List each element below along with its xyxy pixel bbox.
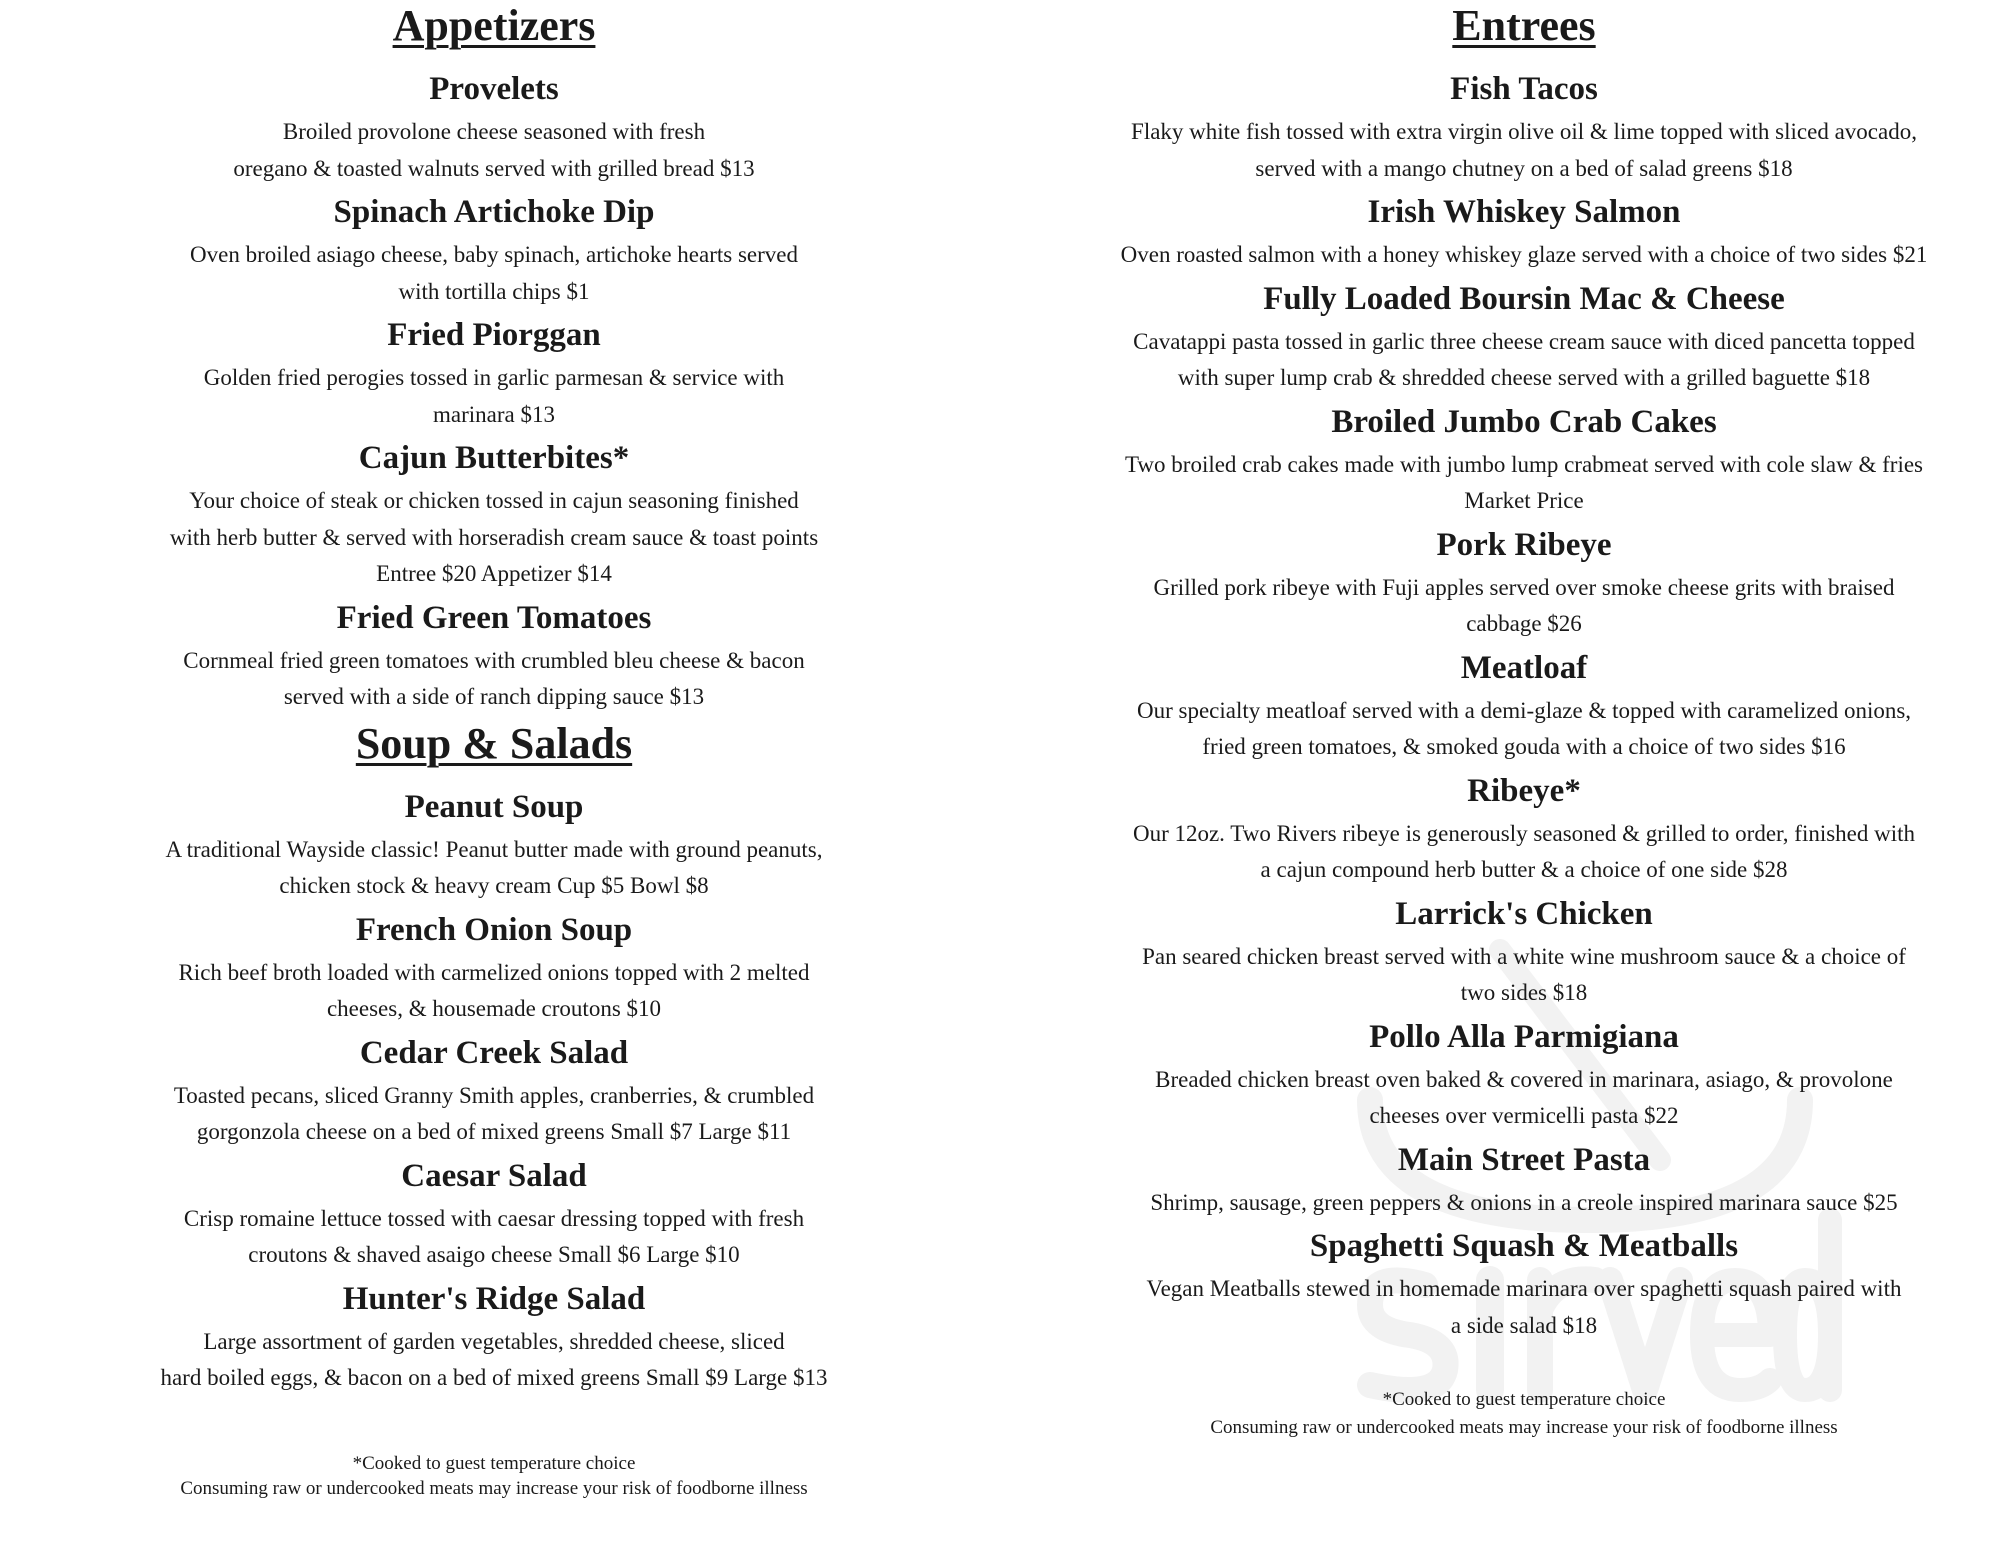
description-line: A traditional Wayside classic! Peanut butter made with ground peanuts, bbox=[165, 836, 823, 862]
description-line: croutons & shaved asaigo cheese Small $6 Large $10 bbox=[248, 1242, 740, 1267]
menu-item-title: Fully Loaded Boursin Mac & Cheese bbox=[1263, 280, 1785, 317]
menu-item-description bbox=[0, 360, 988, 433]
menu-item-title: Fish Tacos bbox=[1450, 71, 1598, 107]
menu-item-title: Peanut Soup bbox=[404, 788, 584, 825]
description-line: Oven roasted salmon with a honey whiskey glaze served with a choice of two sides $21 bbox=[1120, 242, 1928, 267]
footnote-line: *Cooked to guest temperature choice bbox=[1382, 1389, 1666, 1410]
description-line: Flaky white fish tossed with extra virgin olive oil & lime topped with sliced avocado, bbox=[1131, 119, 1917, 144]
menu-item-title: Pork Ribeye bbox=[1436, 526, 1612, 563]
menu-item bbox=[0, 1274, 988, 1397]
description-line: Grilled pork ribeye with Fuji apples served over smoke cheese grits with braised bbox=[1153, 574, 1895, 600]
menu-item bbox=[1048, 766, 2000, 889]
description-line: Entree $20 Appetizer $14 bbox=[376, 561, 612, 586]
right-menu-column bbox=[1048, 0, 2000, 1442]
menu-section-soup-salads bbox=[0, 716, 988, 1397]
description-line: hard boiled eggs, & bacon on a bed of mixed greens Small $9 Large $13 bbox=[160, 1365, 828, 1390]
menu-item-description bbox=[0, 1324, 988, 1397]
menu-section-entrees bbox=[1048, 0, 2000, 1344]
description-line: Shrimp, sausage, green peppers & onions in a creole inspired marinara sauce $25 bbox=[1150, 1189, 1898, 1215]
menu-item bbox=[0, 1151, 988, 1274]
menu-item bbox=[1048, 274, 2000, 397]
menu-item-title: Provelets bbox=[429, 71, 559, 107]
description-line: with tortilla chips $1 bbox=[398, 278, 590, 304]
menu-section-appetizers bbox=[0, 0, 988, 716]
menu-item-title: Cedar Creek Salad bbox=[359, 1034, 629, 1071]
menu-item-title: Fried Piorggan bbox=[387, 317, 601, 353]
description-line: a side salad $18 bbox=[1450, 1312, 1598, 1338]
menu-item bbox=[0, 782, 988, 905]
menu-item-description bbox=[0, 237, 988, 310]
description-line: two sides $18 bbox=[1460, 980, 1588, 1005]
menu-item-description bbox=[0, 1201, 988, 1274]
description-line: Vegan Meatballs stewed in homemade marinara over spaghetti squash paired with bbox=[1146, 1276, 1902, 1301]
menu-item-description bbox=[0, 114, 988, 187]
menu-item bbox=[0, 310, 988, 433]
description-line: Breaded chicken breast oven baked & covered in marinara, asiago, & provolone bbox=[1155, 1066, 1893, 1092]
menu-item-title: Pollo Alla Parmigiana bbox=[1369, 1018, 1679, 1055]
footnotes bbox=[1048, 1386, 2000, 1442]
description-line: Two broiled crab cakes made with jumbo lump crabmeat served with cole slaw & fries bbox=[1124, 451, 1924, 477]
menu-item-description bbox=[1048, 1185, 2000, 1222]
footnote-line: *Cooked to guest temperature choice bbox=[352, 1452, 636, 1474]
description-line: Crisp romaine lettuce tossed with caesar dressing topped with fresh bbox=[183, 1205, 805, 1231]
menu-item-title: Spaghetti Squash & Meatballs bbox=[1309, 1228, 1739, 1264]
description-line: Cavatappi pasta tossed in garlic three cheese cream sauce with diced pancetta topped bbox=[1133, 328, 1915, 354]
menu-item bbox=[0, 187, 988, 310]
menu-item-title: Broiled Jumbo Crab Cakes bbox=[1331, 403, 1717, 440]
description-line: cheeses, & housemade croutons $10 bbox=[326, 996, 662, 1021]
menu-item-description bbox=[1048, 324, 2000, 397]
menu-item bbox=[1048, 520, 2000, 643]
menu-item-description bbox=[1048, 816, 2000, 889]
description-line: served with a mango chutney on a bed of salad greens $18 bbox=[1255, 155, 1793, 181]
menu-item bbox=[0, 905, 988, 1028]
menu-item-description bbox=[1048, 570, 2000, 643]
menu-item-description bbox=[1048, 1062, 2000, 1135]
menu-item-title: Meatloaf bbox=[1460, 649, 1588, 686]
menu-item-title: Irish Whiskey Salmon bbox=[1367, 194, 1681, 230]
description-line: marinara $13 bbox=[433, 401, 555, 427]
menu-item bbox=[1048, 643, 2000, 766]
description-line: chicken stock & heavy cream Cup $5 Bowl $8 bbox=[279, 873, 709, 898]
menu-item-description bbox=[1048, 939, 2000, 1012]
menu-item-description bbox=[1048, 114, 2000, 187]
description-line: with super lump crab & shredded cheese served with a grilled baguette $18 bbox=[1177, 365, 1871, 390]
description-line: Large assortment of garden vegetables, shredded cheese, sliced bbox=[203, 1328, 785, 1354]
menu-item-title: Hunter's Ridge Salad bbox=[342, 1280, 646, 1317]
description-line: oregano & toasted walnuts served with grilled bread $13 bbox=[233, 155, 755, 181]
description-line: Our specialty meatloaf served with a demi-glaze & topped with caramelized onions, bbox=[1136, 697, 1912, 723]
menu-item-title: Cajun Butterbites* bbox=[358, 440, 630, 476]
menu-item-description bbox=[0, 955, 988, 1028]
menu-item-description bbox=[1048, 237, 2000, 274]
menu-item-description bbox=[0, 1078, 988, 1151]
description-line: a cajun compound herb butter & a choice of one side $28 bbox=[1260, 857, 1788, 882]
description-line: Golden fried perogies tossed in garlic parmesan & service with bbox=[203, 365, 785, 390]
menu-item-description bbox=[1048, 1271, 2000, 1344]
section-heading: Soup & Salads bbox=[355, 718, 633, 768]
section-heading: Appetizers bbox=[392, 1, 596, 50]
description-line: Oven broiled asiago cheese, baby spinach, artichoke hearts served bbox=[190, 242, 798, 267]
menu-item bbox=[1048, 1135, 2000, 1222]
description-line: Market Price bbox=[1464, 488, 1584, 513]
description-line: fried green tomatoes, & smoked gouda with a choice of two sides $16 bbox=[1202, 734, 1846, 759]
menu-item-title: Main Street Pasta bbox=[1397, 1141, 1651, 1178]
menu-item-description bbox=[1048, 693, 2000, 766]
description-line: gorgonzola cheese on a bed of mixed greens Small $7 Large $11 bbox=[196, 1119, 792, 1144]
menu-item-title: Spinach Artichoke Dip bbox=[333, 194, 655, 230]
footnotes bbox=[0, 1451, 988, 1501]
menu-item bbox=[0, 433, 988, 593]
description-line: Pan seared chicken breast served with a white wine mushroom sauce & a choice of bbox=[1142, 943, 1906, 969]
description-line: Toasted pecans, sliced Granny Smith apples, cranberries, & crumbled bbox=[173, 1082, 815, 1108]
menu-item-description bbox=[1048, 447, 2000, 520]
menu-item-title: Fried Green Tomatoes bbox=[336, 599, 652, 636]
description-line: Broiled provolone cheese seasoned with fresh bbox=[282, 119, 706, 144]
footnote-line: Consuming raw or undercooked meats may increase your risk of foodborne illness bbox=[180, 1477, 808, 1499]
menu-item bbox=[1048, 1221, 2000, 1344]
menu-item-description bbox=[0, 832, 988, 905]
menu-item-description bbox=[0, 643, 988, 716]
description-line: served with a side of ranch dipping sauce $13 bbox=[283, 684, 705, 709]
section-heading: Entrees bbox=[1452, 1, 1596, 50]
menu-item bbox=[1048, 889, 2000, 1012]
footnote-line: Consuming raw or undercooked meats may increase your risk of foodborne illness bbox=[1210, 1417, 1838, 1438]
menu-item bbox=[1048, 1012, 2000, 1135]
menu-item-title: French Onion Soup bbox=[355, 911, 633, 948]
menu-item bbox=[1048, 187, 2000, 274]
menu-item bbox=[0, 593, 988, 716]
description-line: with herb butter & served with horseradish cream sauce & toast points bbox=[169, 524, 819, 550]
description-line: Rich beef broth loaded with carmelized onions topped with 2 melted bbox=[178, 959, 810, 985]
menu-item-title: Caesar Salad bbox=[401, 1157, 587, 1194]
menu-item-title: Larrick's Chicken bbox=[1395, 895, 1653, 932]
menu-item bbox=[1048, 397, 2000, 520]
menu-item bbox=[0, 1028, 988, 1151]
menu-item bbox=[0, 64, 988, 187]
description-line: cabbage $26 bbox=[1466, 611, 1582, 636]
description-line: cheeses over vermicelli pasta $22 bbox=[1369, 1103, 1679, 1128]
description-line: Our 12oz. Two Rivers ribeye is generously seasoned & grilled to order, finished with bbox=[1132, 820, 1916, 846]
left-menu-column bbox=[0, 0, 988, 1501]
menu-item-description bbox=[0, 483, 988, 593]
description-line: Your choice of steak or chicken tossed in cajun seasoning finished bbox=[189, 488, 799, 513]
description-line: Cornmeal fried green tomatoes with crumbled bleu cheese & bacon bbox=[183, 647, 805, 673]
menu-item-title: Ribeye* bbox=[1467, 772, 1581, 809]
menu-item bbox=[1048, 64, 2000, 187]
